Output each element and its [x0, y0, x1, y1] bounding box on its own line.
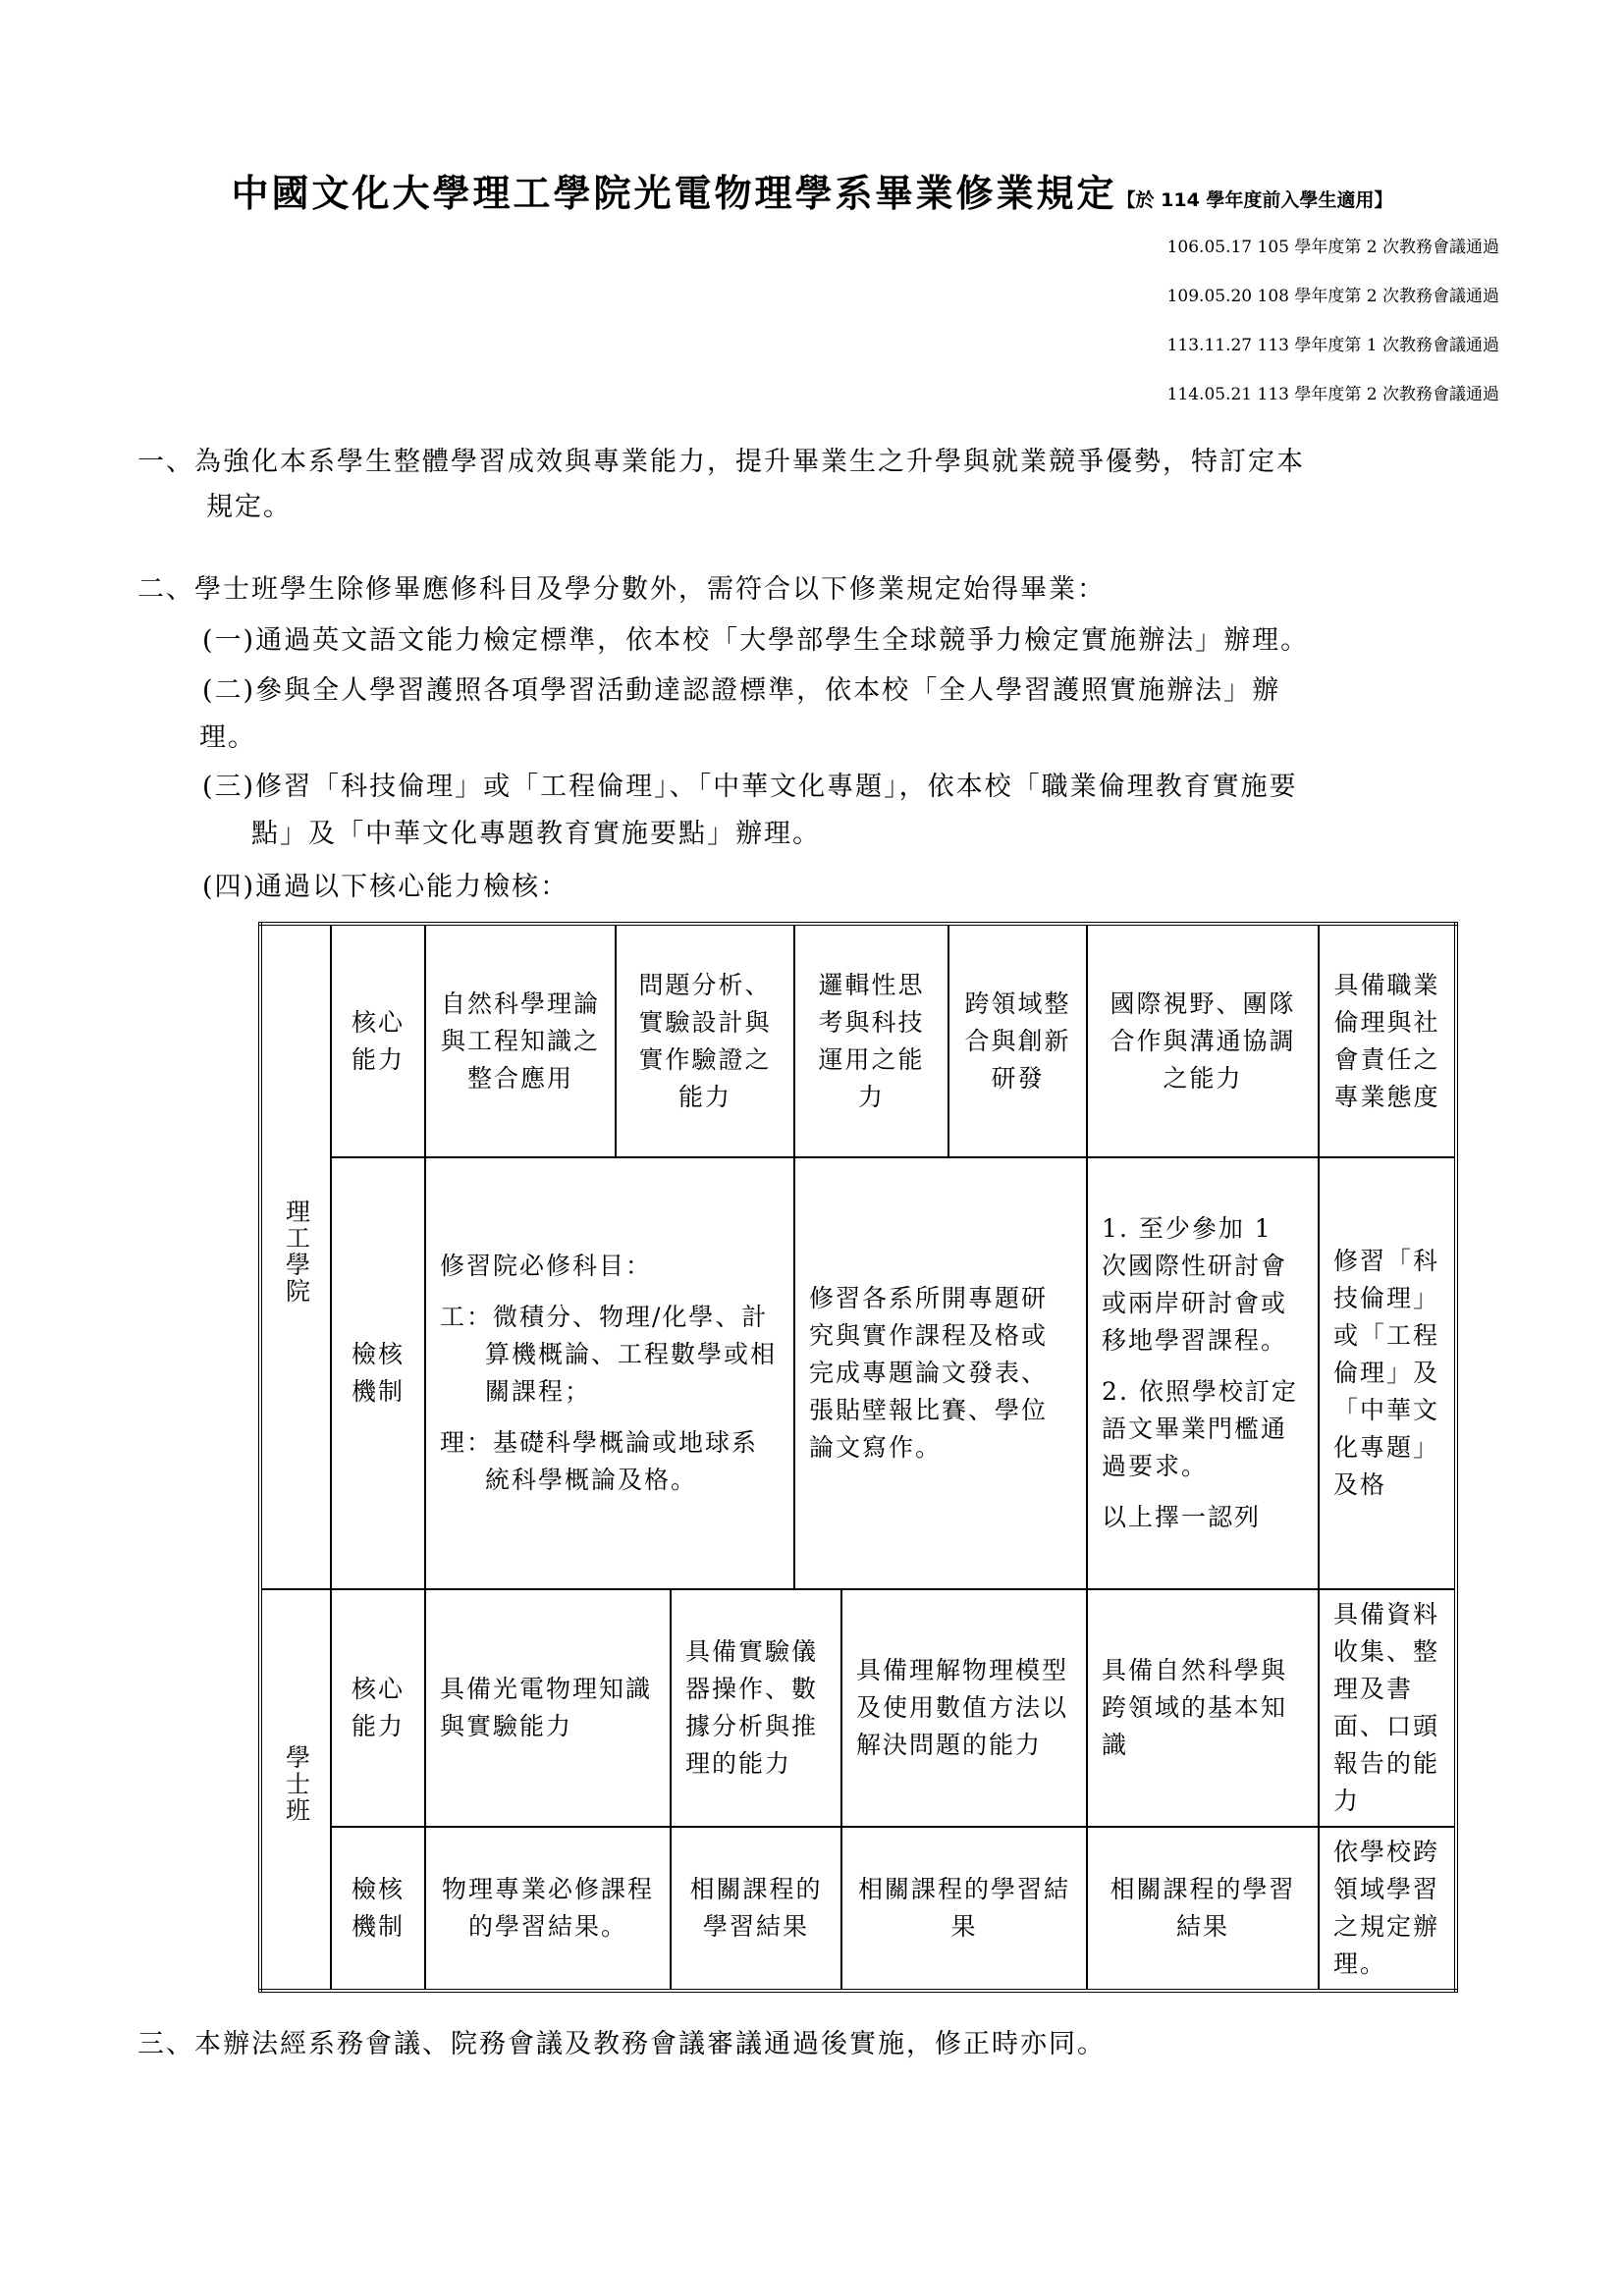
college-check-ethics: 修習「科技倫理」或「工程倫理」及「中華文化專題」及格	[1319, 1157, 1456, 1589]
college-ability-1: 自然科學理論與工程知識之整合應用	[425, 924, 616, 1157]
section-2-item-2-line-1: (二)參與全人學習護照各項學習活動達認證標準，依本校「全人學習護照實施辦法」辦	[202, 675, 1281, 706]
section-1-line-1: 一、為強化本系學生整體學習成效與專業能力，提升畢業生之升學與就業競爭優勢，特訂定本	[137, 447, 1305, 477]
bachelor-check-2: 相關課程的學習結果	[671, 1827, 841, 1991]
bachelor-ability-3: 具備理解物理模型及使用數值方法以解決問題的能力	[841, 1589, 1087, 1827]
title-note: 【於 114 學年度前入學生適用】	[1116, 189, 1393, 211]
college-group-label: 理工學院	[260, 924, 331, 1589]
approval-line: 109.05.20 108 學年度第 2 次教務會議通過	[1166, 287, 1499, 306]
section-2-item-1: (一)通過英文語文能力檢定標準，依本校「大學部學生全球競爭力檢定實施辦法」辦理。	[202, 625, 1310, 656]
bachelor-ability-5: 具備資料收集、整理及書面、口頭報告的能力	[1319, 1589, 1456, 1827]
section-2-item-3-line-2: 點」及「中華文化專題教育實施要點」辦理。	[251, 819, 821, 849]
college-ability-2: 問題分析、實驗設計與實作驗證之能力	[616, 924, 794, 1157]
bachelor-group-label: 學士班	[260, 1589, 331, 1991]
bachelor-check-1: 物理專業必修課程的學習結果。	[425, 1827, 671, 1991]
college-ability-3: 邏輯性思考與科技運用之能力	[794, 924, 948, 1157]
bachelor-check-4: 相關課程的學習結果	[1087, 1827, 1319, 1991]
core-competency-table	[258, 922, 1458, 1993]
bachelor-check-label: 檢核機制	[331, 1827, 425, 1991]
section-3: 三、本辦法經系務會議、院務會議及教務會議審議通過後實施，修正時亦同。	[137, 2029, 1106, 2059]
college-core-label: 核心能力	[331, 924, 425, 1157]
section-2-item-3	[202, 764, 1479, 858]
section-2-item-2	[199, 667, 1469, 762]
college-ability-6: 具備職業倫理與社會責任之專業態度	[1319, 924, 1456, 1157]
section-1	[137, 440, 1492, 530]
section-2-item-4: (四)通過以下核心能力檢核：	[202, 872, 569, 902]
page-title	[0, 163, 1624, 217]
bachelor-core-label: 核心能力	[331, 1589, 425, 1827]
college-ability-4: 跨領域整合與創新研發	[948, 924, 1087, 1157]
section-1-line-2: 規定。	[206, 492, 292, 522]
approval-line: 113.11.27 113 學年度第 1 次教務會議通過	[1166, 336, 1499, 355]
college-check-international: 1. 至少參加 1 次國際性研討會或兩岸研討會或移地學習課程。 2. 依照學校訂定語文畢業門檻通過要求。 以上擇一認列	[1087, 1157, 1319, 1589]
section-2-heading: 二、學士班學生除修畢應修科目及學分數外，需符合以下修業規定始得畢業：	[137, 574, 1106, 605]
title-text: 中國文化大學理工學院光電物理學系畢業修業規定	[231, 172, 1117, 215]
bachelor-check-3: 相關課程的學習結果	[841, 1827, 1087, 1991]
bachelor-ability-1: 具備光電物理知識與實驗能力	[425, 1589, 671, 1827]
section-2-item-3-line-1: (三)修習「科技倫理」或「工程倫理」、「中華文化專題」，依本校「職業倫理教育實施要	[202, 772, 1298, 802]
approval-history	[1167, 230, 1499, 426]
bachelor-ability-4: 具備自然科學與跨領域的基本知識	[1087, 1589, 1319, 1827]
bachelor-check-5: 依學校跨領域學習之規定辦理。	[1319, 1827, 1456, 1991]
college-check-label: 檢核機制	[331, 1157, 425, 1589]
college-check-required-courses: 修習院必修科目： 工：微積分、物理/化學、計算機概論、工程數學或相關課程； 理：基礎科學概論或地球系統科學概論及格。	[425, 1157, 794, 1589]
bachelor-ability-2: 具備實驗儀器操作、數據分析與推理的能力	[671, 1589, 841, 1827]
section-2-item-2-line-2: 理。	[199, 722, 256, 753]
approval-line: 106.05.17 105 學年度第 2 次教務會議通過	[1166, 238, 1499, 257]
college-check-project: 修習各系所開專題研究與實作課程及格或完成專題論文發表、張貼壁報比賽、學位論文寫作。	[794, 1157, 1087, 1589]
approval-line: 114.05.21 113 學年度第 2 次教務會議通過	[1166, 385, 1499, 404]
college-ability-5: 國際視野、團隊合作與溝通協調之能力	[1087, 924, 1319, 1157]
